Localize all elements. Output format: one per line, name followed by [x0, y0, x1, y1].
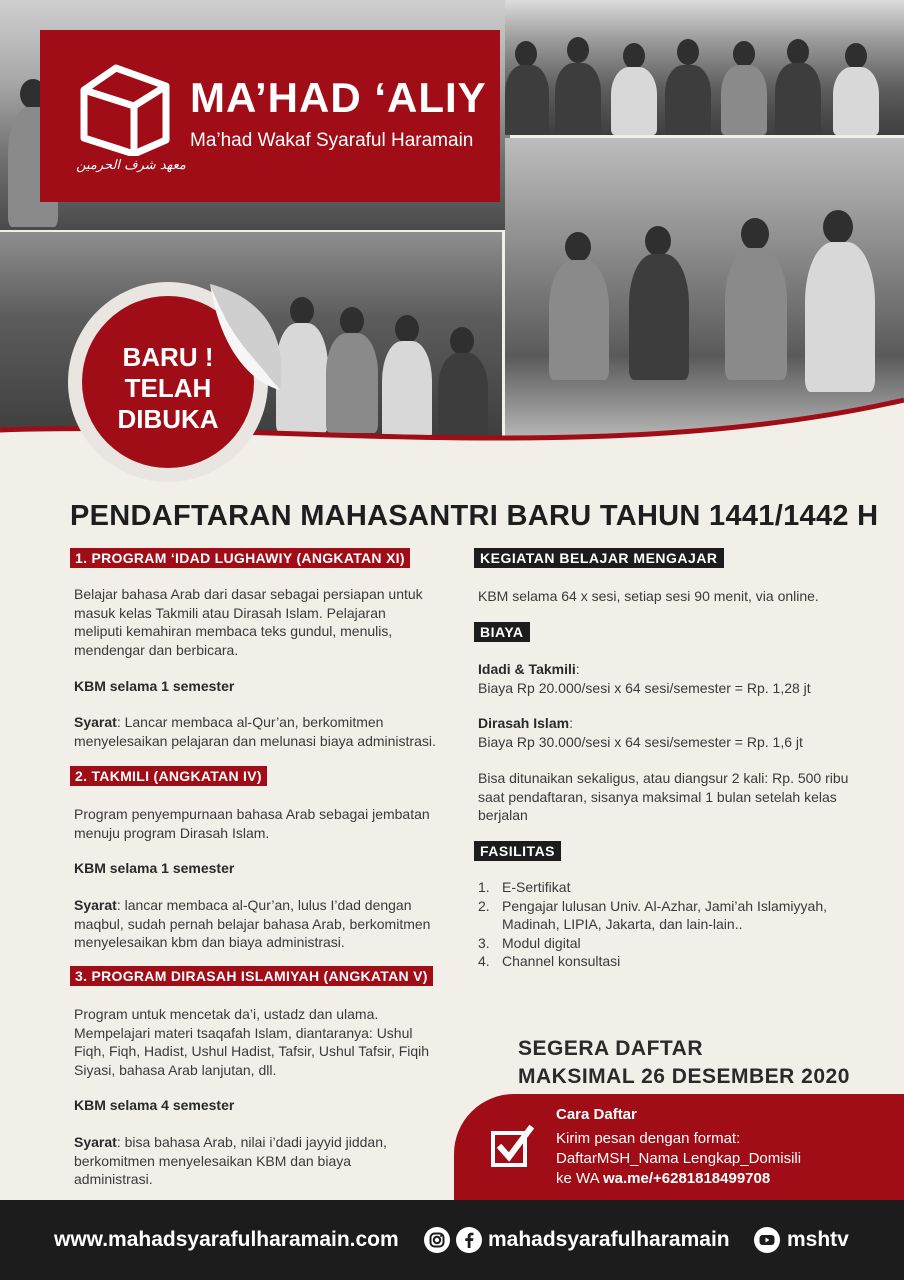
list-item	[478, 878, 858, 897]
cta-line-2: MAKSIMAL 26 DESEMBER 2020	[518, 1065, 850, 1088]
list-text: Modul digital	[502, 934, 581, 951]
list-item	[478, 934, 858, 953]
brand-subtitle: Ma’had Wakaf Syaraful Haramain	[190, 130, 474, 151]
list-text: Channel konsultasi	[502, 953, 621, 969]
website-link[interactable]: www.mahadsyarafulharamain.com	[54, 1228, 399, 1251]
brand-title: MA’HAD ‘ALIY	[190, 74, 487, 121]
instagram-icon[interactable]	[424, 1227, 450, 1253]
biaya-label: BIAYA	[474, 622, 530, 642]
fasilitas-label: FASILITAS	[474, 841, 561, 861]
whatsapp-link[interactable]: wa.me/+6281818499708	[602, 1170, 771, 1187]
main-heading: PENDAFTARAN MAHASANTRI BARU TAHUN 1441/1442 H	[70, 500, 879, 532]
list-number: 1.	[478, 879, 490, 895]
badge-line-2: TELAH	[124, 373, 212, 403]
new-badge-text	[98, 342, 238, 435]
text-line: mendengar dan berbicara.	[74, 641, 239, 658]
footer	[0, 1200, 904, 1280]
social-handle[interactable]: mahadsyarafulharamain	[488, 1228, 730, 1251]
program-1-requirements	[74, 713, 436, 750]
program-1-label: 1. PROGRAM ‘IDAD LUGHAWIY (ANGKATAN XI)	[70, 548, 410, 568]
text-line: masuk kelas Takmili atau Dirasah Islam. Pelajaran	[74, 604, 386, 621]
colon: :	[575, 661, 580, 677]
biaya-item-1	[478, 660, 811, 697]
colon: :	[569, 715, 573, 731]
text-line: Pengajar lulusan Univ. Al-Azhar, Jami’ah Islamiyyah,	[502, 897, 828, 914]
biaya-item-2	[478, 714, 803, 751]
text-line: : bisa bahasa Arab, nilai i’dadi jayyid jiddan,	[116, 1134, 387, 1150]
text-prefix: ke WA	[556, 1170, 603, 1187]
requirements-label: Syarat	[74, 1134, 117, 1150]
badge-line-3: DIBUKA	[117, 404, 219, 434]
text-line: Bisa ditunaikan sekaligus, atau diangsur 2 kali: Rp. 500 ribu	[478, 770, 849, 786]
text-line: maqbul, sudah pernah belajar bahasa Arab, berkomitmen	[74, 915, 431, 932]
list-number: 2.	[478, 897, 490, 914]
brand-arabic-name: معهد شرف الحرمين	[76, 158, 186, 173]
text-line: Mempelajari materi tsaqafah Islam, diantaranya: Ushul	[74, 1024, 413, 1041]
fasilitas-list	[478, 878, 858, 971]
registration-title: Cara Daftar	[556, 1106, 637, 1123]
text-line: berkomitmen menyelesaikan KBM dan biaya	[74, 1152, 352, 1169]
kbm-section-text: KBM selama 64 x sesi, setiap sesi 90 menit, via online.	[478, 588, 819, 604]
call-to-action	[518, 1035, 850, 1091]
list-text	[502, 897, 827, 934]
list-item	[478, 952, 858, 971]
text-line: menuju program Dirasah Islam.	[74, 824, 270, 841]
registration-box	[454, 1094, 904, 1200]
biaya-item-title: Dirasah Islam	[478, 715, 570, 731]
requirements-label: Syarat	[74, 714, 117, 730]
text-line: administrasi.	[74, 1171, 153, 1187]
program-2-kbm: KBM selama 1 semester	[74, 860, 235, 876]
registration-line-1: Kirim pesan dengan format:	[556, 1130, 741, 1147]
text-line: saat pendaftaran, sisanya maksimal 1 bulan setelah kelas	[478, 788, 837, 805]
kaaba-icon	[76, 60, 174, 156]
registration-line-2: DaftarMSH_Nama Lengkap_Domisili	[556, 1150, 802, 1167]
classroom-photo-top-right	[505, 0, 904, 135]
text-line: menyelesaikan kbm dan biaya administrasi.	[74, 934, 345, 950]
brand-banner	[40, 30, 500, 202]
program-2-description	[74, 805, 430, 842]
biaya-item-text: Biaya Rp 20.000/sesi x 64 sesi/semester = Rp. 1,28 jt	[478, 679, 811, 696]
program-1-kbm: KBM selama 1 semester	[74, 678, 235, 694]
list-text: E-Sertifikat	[502, 879, 571, 895]
text-line: berjalan	[478, 807, 528, 823]
program-3-requirements	[74, 1133, 387, 1189]
kbm-section-label: KEGIATAN BELAJAR MENGAJAR	[474, 548, 724, 568]
program-3-label: 3. PROGRAM DIRASAH ISLAMIYAH (ANGKATAN V)	[70, 966, 433, 986]
list-number: 3.	[478, 934, 490, 951]
text-line: : lancar membaca al-Qur’an, lulus I’dad dengan	[116, 897, 412, 913]
text-line: Belajar bahasa Arab dari dasar sebagai persiapan untuk	[74, 586, 423, 602]
biaya-item-title: Idadi & Takmili	[478, 661, 576, 677]
text-line: Fiqh, Fiqh, Hadist, Ushul Hadist, Tafsir, Ushul Tafsir, Fiqih	[74, 1043, 430, 1059]
list-number: 4.	[478, 953, 490, 969]
program-2-label: 2. TAKMILI (ANGKATAN IV)	[70, 766, 267, 786]
list-item	[478, 897, 858, 934]
text-line: Program penyempurnaan bahasa Arab sebagai jembatan	[74, 806, 430, 822]
requirements-label: Syarat	[74, 897, 117, 913]
text-line: Madinah, LIPIA, Jakarta, dan lain-lain..	[502, 916, 743, 932]
biaya-item-text: Biaya Rp 30.000/sesi x 64 sesi/semester = Rp. 1,6 jt	[478, 733, 803, 750]
text-line: menyelesaikan pelajaran dan melunasi biaya administrasi.	[74, 732, 436, 749]
badge-line-1: BARU !	[122, 342, 214, 372]
biaya-note	[478, 769, 848, 825]
cta-line-1: SEGERA DAFTAR	[518, 1037, 703, 1060]
program-3-kbm: KBM selama 4 semester	[74, 1097, 235, 1113]
text-line: Siyasi, bahasa Arab lanjutan, dll.	[74, 1061, 277, 1078]
program-1-description	[74, 585, 423, 659]
text-line: meliputi kemahiran membaca teks gundul, menulis,	[74, 623, 393, 639]
youtube-channel[interactable]: mshtv	[787, 1228, 849, 1251]
text-line: : Lancar membaca al-Qur’an, berkomitmen	[116, 714, 384, 730]
text-line: Program untuk mencetak da’i, ustadz dan ulama.	[74, 1006, 379, 1022]
facebook-icon[interactable]	[456, 1227, 482, 1253]
checkbox-icon	[490, 1124, 534, 1168]
program-2-requirements	[74, 896, 430, 952]
youtube-icon[interactable]	[754, 1227, 780, 1253]
program-3-description	[74, 1005, 429, 1079]
registration-line-3	[556, 1170, 770, 1187]
